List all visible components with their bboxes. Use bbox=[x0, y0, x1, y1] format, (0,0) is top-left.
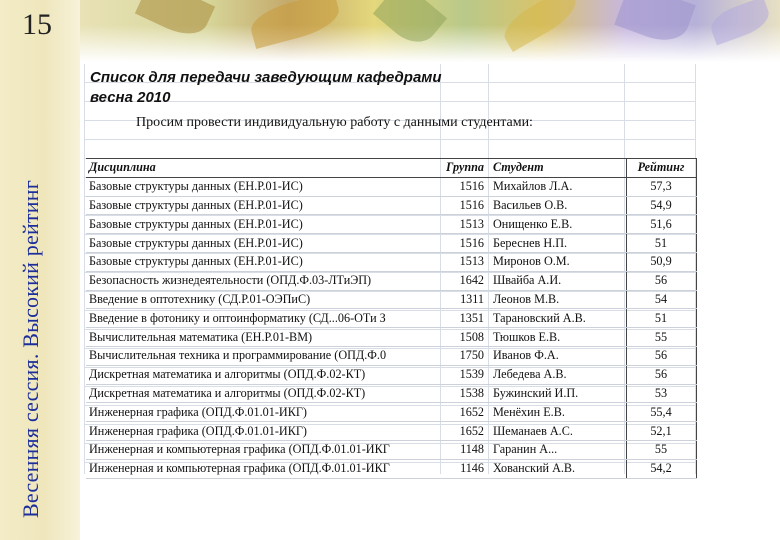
cell-student: Хованский А.В. bbox=[490, 459, 626, 478]
table-row bbox=[86, 346, 696, 365]
ratings-table bbox=[86, 158, 697, 479]
cell-group: 1538 bbox=[440, 384, 490, 403]
spreadsheet bbox=[84, 64, 696, 474]
cell-student: Бужинский И.П. bbox=[490, 384, 626, 403]
cell-student: Онищенко Е.В. bbox=[490, 215, 626, 234]
table-row bbox=[86, 403, 696, 422]
table-row bbox=[86, 309, 696, 328]
cell-rating: 53 bbox=[626, 384, 696, 403]
cell-student: Михайлов Л.А. bbox=[490, 177, 626, 196]
cell-rating: 54 bbox=[626, 290, 696, 309]
cell-discipline: Безопасность жизнедеятельности (ОПД.Ф.03-ЛТиЭП) bbox=[86, 271, 440, 290]
sheet-title-line1: Список для передачи заведующим кафедрами bbox=[90, 69, 442, 86]
cell-rating: 50,9 bbox=[626, 252, 696, 271]
cell-rating: 54,9 bbox=[626, 196, 696, 215]
table-row bbox=[86, 271, 696, 290]
sheet-title bbox=[90, 68, 442, 108]
cell-group: 1516 bbox=[440, 177, 490, 196]
cell-discipline: Дискретная математика и алгоритмы (ОПД.Ф.02-КТ) bbox=[86, 384, 440, 403]
cell-discipline: Базовые структуры данных (ЕН.Р.01-ИС) bbox=[86, 196, 440, 215]
table-row bbox=[86, 422, 696, 441]
cell-student: Менёхин Е.В. bbox=[490, 403, 626, 422]
cell-discipline: Введение в оптотехнику (СД.Р.01-ОЭПиС) bbox=[86, 290, 440, 309]
cell-discipline: Базовые структуры данных (ЕН.Р.01-ИС) bbox=[86, 234, 440, 253]
cell-student: Гаранин А... bbox=[490, 440, 626, 459]
header-discipline: Дисциплина bbox=[86, 159, 440, 178]
cell-student: Тарановский А.В. bbox=[490, 309, 626, 328]
cell-student: Береснев Н.П. bbox=[490, 234, 626, 253]
cell-rating: 51 bbox=[626, 309, 696, 328]
cell-group: 1146 bbox=[440, 459, 490, 478]
table-row bbox=[86, 234, 696, 253]
cell-group: 1516 bbox=[440, 234, 490, 253]
cell-rating: 55,4 bbox=[626, 403, 696, 422]
cell-rating: 56 bbox=[626, 365, 696, 384]
table-row bbox=[86, 384, 696, 403]
cell-student: Леонов М.В. bbox=[490, 290, 626, 309]
cell-discipline: Базовые структуры данных (ЕН.Р.01-ИС) bbox=[86, 177, 440, 196]
table-row bbox=[86, 365, 696, 384]
table-row bbox=[86, 215, 696, 234]
decorative-banner bbox=[80, 0, 780, 62]
cell-discipline: Введение в фотонику и оптоинформатику (СД...06-ОТи З bbox=[86, 309, 440, 328]
table-row bbox=[86, 459, 696, 478]
cell-rating: 54,2 bbox=[626, 459, 696, 478]
table-row bbox=[86, 328, 696, 347]
cell-group: 1750 bbox=[440, 346, 490, 365]
cell-discipline: Инженерная графика (ОПД.Ф.01.01-ИКГ) bbox=[86, 422, 440, 441]
table-row bbox=[86, 290, 696, 309]
cell-discipline: Инженерная и компьютерная графика (ОПД.Ф.01.01-ИКГ bbox=[86, 440, 440, 459]
cell-rating: 56 bbox=[626, 271, 696, 290]
cell-rating: 55 bbox=[626, 440, 696, 459]
cell-discipline: Вычислительная математика (ЕН.Р.01-ВМ) bbox=[86, 328, 440, 347]
cell-student: Миронов О.М. bbox=[490, 252, 626, 271]
sheet-title-line2: весна 2010 bbox=[90, 89, 171, 106]
table-row bbox=[86, 252, 696, 271]
cell-student: Шеманаев А.С. bbox=[490, 422, 626, 441]
cell-student: Тюшков Е.В. bbox=[490, 328, 626, 347]
cell-group: 1351 bbox=[440, 309, 490, 328]
cell-rating: 52,1 bbox=[626, 422, 696, 441]
cell-group: 1508 bbox=[440, 328, 490, 347]
header-rating: Рейтинг bbox=[626, 159, 696, 178]
cell-group: 1513 bbox=[440, 252, 490, 271]
cell-rating: 51,6 bbox=[626, 215, 696, 234]
cell-student: Швайба А.И. bbox=[490, 271, 626, 290]
header-group: Группа bbox=[440, 159, 490, 178]
cell-discipline: Базовые структуры данных (ЕН.Р.01-ИС) bbox=[86, 215, 440, 234]
cell-discipline: Дискретная математика и алгоритмы (ОПД.Ф.02-КТ) bbox=[86, 365, 440, 384]
cell-group: 1513 bbox=[440, 215, 490, 234]
cell-group: 1516 bbox=[440, 196, 490, 215]
cell-student: Иванов Ф.А. bbox=[490, 346, 626, 365]
cell-student: Васильев О.В. bbox=[490, 196, 626, 215]
cell-discipline: Базовые структуры данных (ЕН.Р.01-ИС) bbox=[86, 252, 440, 271]
cell-group: 1652 bbox=[440, 422, 490, 441]
table-row bbox=[86, 440, 696, 459]
cell-group: 1539 bbox=[440, 365, 490, 384]
cell-group: 1148 bbox=[440, 440, 490, 459]
cell-student: Лебедева А.В. bbox=[490, 365, 626, 384]
header-student: Студент bbox=[490, 159, 626, 178]
side-title: Весенняя сессия. Высокий рейтинг bbox=[18, 180, 43, 518]
cell-group: 1642 bbox=[440, 271, 490, 290]
cell-group: 1652 bbox=[440, 403, 490, 422]
table-row bbox=[86, 177, 696, 196]
cell-rating: 55 bbox=[626, 328, 696, 347]
table-header-row bbox=[86, 159, 696, 178]
cell-rating: 56 bbox=[626, 346, 696, 365]
page-number: 15 bbox=[22, 8, 52, 41]
cell-rating: 57,3 bbox=[626, 177, 696, 196]
cell-rating: 51 bbox=[626, 234, 696, 253]
cell-group: 1311 bbox=[440, 290, 490, 309]
cell-discipline: Вычислительная техника и программирование (ОПД.Ф.0 bbox=[86, 346, 440, 365]
cell-discipline: Инженерная и компьютерная графика (ОПД.Ф.01.01-ИКГ bbox=[86, 459, 440, 478]
cell-discipline: Инженерная графика (ОПД.Ф.01.01-ИКГ) bbox=[86, 403, 440, 422]
sheet-request-text: Просим провести индивидуальную работу с данными студентами: bbox=[136, 115, 533, 130]
table-row bbox=[86, 196, 696, 215]
